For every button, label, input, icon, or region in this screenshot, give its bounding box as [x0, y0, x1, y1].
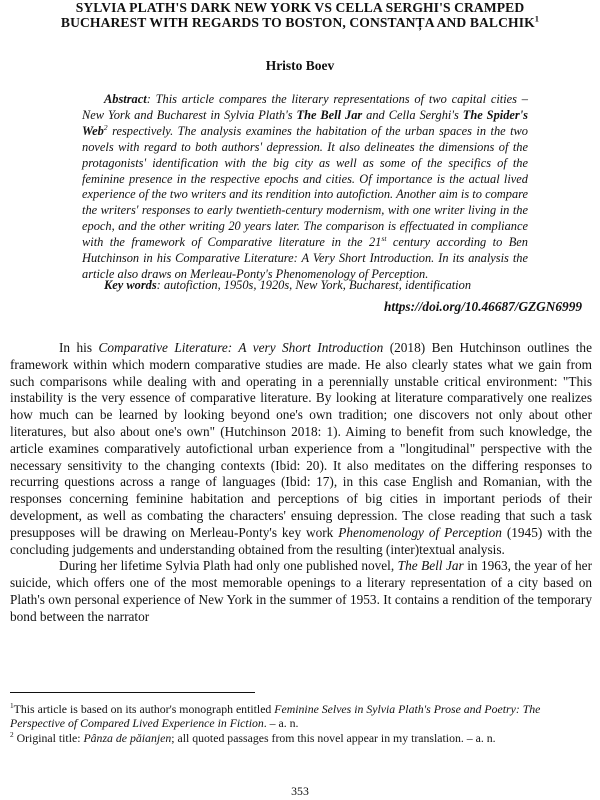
- p1-part-c: (1945) with the concluding judgements and understanding obtained from the resulting (inter)textual analysis.: [10, 524, 592, 557]
- footnote-1: [10, 702, 592, 731]
- footnote-2: [10, 731, 592, 745]
- abstract-footnote-marker[interactable]: 2: [103, 122, 108, 132]
- footnote-2-title: Pânza de păianjen: [83, 730, 172, 745]
- abstract-part-1: : This article compares the literary representations of two capital cities – New York and Bucharest in Sylvia Plath's: [82, 92, 528, 122]
- body-text: [10, 340, 592, 626]
- abstract-part-4: century according to Ben Hutchinson in his: [82, 235, 528, 266]
- abstract-part-2: and Cella Serghi's: [362, 107, 463, 122]
- body-paragraph-1: [10, 340, 592, 558]
- title-line-1: SYLVIA PLATH'S DARK NEW YORK VS CELLA SERGHI'S CRAMPED: [75, 0, 525, 15]
- keywords: [104, 278, 534, 293]
- p1-book-title-2: Phenomenology of Perception: [338, 524, 502, 540]
- abstract-st-suffix: st: [381, 234, 387, 244]
- keywords-list: : autofiction, 1950s, 1920s, New York, Bucharest, identification: [156, 278, 472, 292]
- p2-part-b: in 1963, the year of her suicide, which offers one of the most memorable openings to a literary representation of a city based on Plath's own personal experience of New York in the summer of 1953. It contains a rendition of the temporary bond between the narrator: [10, 558, 593, 624]
- footnote-1-part-a: This article is based on its author's monograph entitled: [13, 702, 275, 716]
- author-name: Hristo Boev: [265, 58, 335, 73]
- p1-book-title-1: Comparative Literature: A very Short Introduction: [98, 340, 384, 355]
- abstract-part-5: . In its analysis the article also draws on Merleau-Ponty's: [82, 251, 528, 281]
- abstract-book-3: Comparative Literature: A Very Short Introduction: [175, 251, 432, 266]
- p2-book-title: The Bell Jar: [397, 558, 464, 574]
- title-line-2: BUCHAREST WITH REGARDS TO BOSTON, CONSTANȚA AND BALCHIK: [60, 15, 535, 30]
- abstract-part-3: respectively. The analysis examines the habitation of the urban spaces in the two novels with regard to both authors' depression. It also delineates the dimensions of the protagonists' identification with the big city as well as some of the specifics of the feminine presence in the respective epochs and cities. Of importance is the actual lived experience of the two writers and its rendition into autofiction. Another aim is to compare the writers' responses to early twentieth-century modernism, with one writer living in the epoch, and the other writing 20 years later. The comparison is effectuated in compliance with the framework of Comparative literature in the 21: [82, 123, 528, 250]
- page-number: 353: [291, 784, 309, 798]
- abstract-book-2: The Spider's Web: [82, 107, 528, 138]
- abstract-book-4: Phenomenology of Perception: [275, 266, 426, 281]
- footnote-1-part-b: . – a. n.: [263, 716, 299, 731]
- doi-link[interactable]: https://doi.org/10.46687/GZGN6999: [384, 299, 582, 314]
- article-title: [0, 0, 600, 30]
- keywords-label: Key words: [104, 278, 157, 292]
- footnote-2-part-b: ; all quoted passages from this novel appear in my translation. – a. n.: [171, 730, 496, 745]
- abstract: [82, 92, 528, 283]
- p1-part-a: In his: [59, 340, 99, 355]
- footnotes: [10, 702, 592, 745]
- footnote-1-marker: 1: [10, 701, 14, 711]
- footnote-1-book: Feminine Selves in Sylvia Plath's Prose and Poetry: The Perspective of Compared Lived Experience in Fiction: [10, 702, 541, 731]
- footnote-2-part-a: Original title:: [13, 730, 84, 745]
- title-footnote-marker[interactable]: 1: [534, 13, 540, 24]
- footnote-2-marker: 2: [10, 729, 14, 739]
- p1-part-b: (2018) Ben Hutchinson outlines the framework within which modern comparative studies are made. He also clearly states what we gain from such comparisons while dealing with and operating in a perennially unstable critical environment: "This instability is the very essence of comparative literature. By looking at literature comparatively one realizes how much can be learned by looking beyond one's own tradition; one discovers not only about other literatures, but also about one's own" (Hutchinson 2018: 1). Aiming to benefit from such knowledge, the article examines comparatively autofictional urban experience from a "longitudinal" perspective with the necessary sensitivity to the changing contexts (Ibid: 20). It also meditates on the differing responses to recurring questions across a range of languages (Ibid: 17), in this case English and Romanian, with the responses concerning feminine habitation and perceptions of big cities in important periods of their development, as well as combating the characters' ensuing depression. The close reading that such a task presupposes will be drawing on Merleau-Ponty's key work: [10, 340, 592, 540]
- abstract-part-6: .: [425, 266, 429, 281]
- p2-part-a: During her lifetime Sylvia Plath had only one published novel,: [59, 558, 398, 574]
- abstract-label: Abstract: [104, 92, 147, 106]
- body-paragraph-2: [10, 558, 592, 625]
- abstract-book-1: The Bell Jar: [296, 107, 363, 122]
- footnote-separator: [10, 692, 255, 693]
- abstract-text: [82, 92, 528, 283]
